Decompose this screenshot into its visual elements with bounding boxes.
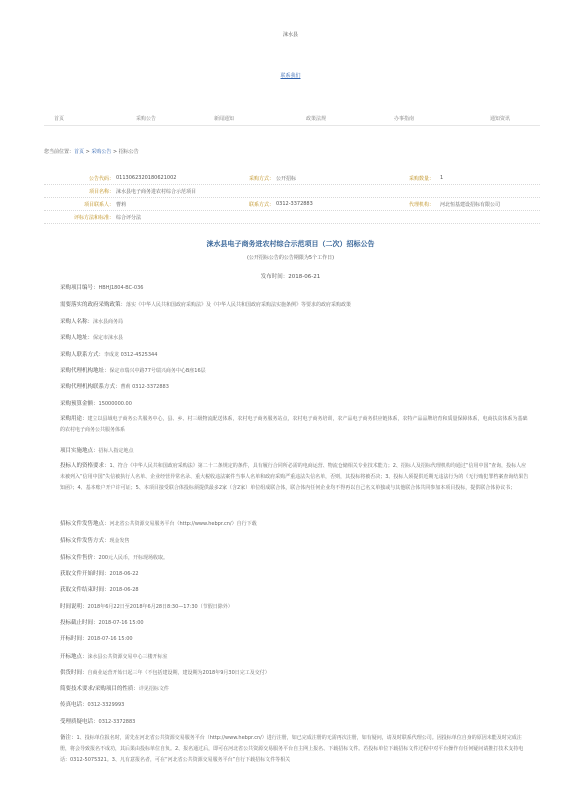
- field-label: 开标地点：: [60, 654, 88, 660]
- field-row: [60, 539, 530, 545]
- project-name: 涞水县电子商务进农村综合示范项目: [116, 189, 197, 195]
- field-row: [60, 556, 530, 562]
- breadcrumb-prefix: 您当前位置：: [44, 149, 75, 155]
- purpose-paragraph: [60, 414, 530, 436]
- field-label: 采购预算金额：: [60, 401, 99, 407]
- contact-label: 项目联系人：: [83, 202, 114, 208]
- nav-item-guide[interactable]: 办事指南: [394, 116, 415, 122]
- field-row: [60, 336, 530, 342]
- field-label: 简要技术要求/采购项目的性质：: [60, 686, 139, 692]
- field-label: 投标截止时间：: [60, 620, 99, 626]
- field-label: 采购人名称：: [60, 319, 94, 325]
- field-row: [60, 720, 530, 726]
- qty-label: 采购数量：: [408, 176, 434, 182]
- field-label: 供货时间：: [60, 670, 88, 676]
- field-label: 招标文件发售方式：: [60, 538, 110, 544]
- nav-item-policy[interactable]: 政策法规: [306, 116, 327, 122]
- notice-subtitle: (公开招标公告的公告期限为5个工作日): [246, 255, 335, 261]
- field-label: 采购项目编号：: [60, 285, 99, 291]
- field-value: 2018年6月22日至2018年6月28日8:30—17:30（节假日除外）: [87, 604, 233, 610]
- note-label: 备注：: [60, 735, 77, 741]
- field-label: 时间说明：: [60, 604, 88, 610]
- field-value: 涞水县商务局: [93, 319, 124, 325]
- breadcrumb-current: 招标公告: [118, 149, 139, 155]
- nav-item-procurement[interactable]: 采购公告: [136, 116, 157, 122]
- field-label: 采购代理机构联系方式：: [60, 384, 121, 390]
- qualification-label: 投标人的资格要求：: [60, 463, 110, 469]
- eval-label: 评标方法和标准：: [73, 215, 114, 221]
- breadcrumb-separator: >: [111, 149, 119, 155]
- field-value: 自商业运营开始日起三年（不包括建设期，建设期为2018年9月30日完工及交付）: [87, 670, 270, 676]
- field-value: 李成龙 0312-4525344: [104, 352, 158, 358]
- purpose-value: 建立以县域电子商务公共服务中心，县、乡、村三级物流配送体系，农村电子商务服务站点，农村电子商务培训，农产品电子商务供应链体系，农特产品品牌培育和质量保障体系，电商扶贫体系为基础的农村电子商务公共服务体系: [60, 416, 528, 433]
- notice-title: 涞水县电子商务进农村综合示范项目（二次）招标公告: [206, 240, 375, 248]
- eval-method: 综合评分法: [116, 215, 142, 221]
- field-value: 保定市涞水县: [93, 335, 124, 341]
- site-name: 涞水县: [282, 32, 298, 38]
- field-row: [60, 369, 530, 375]
- field-row: [60, 588, 530, 594]
- nav-item-info[interactable]: 通知资讯: [490, 116, 511, 122]
- field-row: [60, 671, 530, 677]
- field-row: [60, 402, 530, 408]
- field-row: [60, 605, 530, 611]
- qualification-paragraph: [60, 461, 530, 494]
- breadcrumb-section[interactable]: 采购公告: [91, 149, 112, 155]
- breadcrumb-separator: >: [84, 149, 92, 155]
- field-value: 2018-07-16 15:00: [98, 620, 144, 626]
- field-row: [60, 687, 530, 693]
- breadcrumb: [44, 148, 139, 155]
- field-label: 受理质疑电话：: [60, 719, 99, 725]
- nav-item-news[interactable]: 新闻通知: [214, 116, 235, 122]
- field-row: [60, 385, 530, 391]
- qty: 1: [440, 175, 444, 181]
- field-value: 2018-07-16 15:00: [87, 636, 133, 642]
- field-label: 传真电话：: [60, 702, 88, 708]
- field-label: 招标文件售价：: [60, 555, 99, 561]
- field-row: [60, 320, 530, 326]
- contact-link[interactable]: 联系我们: [280, 73, 301, 79]
- notice-code-label: 公告代码：: [88, 176, 114, 182]
- field-label: 获取文件结束时间：: [60, 587, 110, 593]
- field-value: 200元人民币，开标现场收取。: [98, 555, 169, 561]
- field-row: [60, 353, 530, 359]
- method-label: 采购方式：: [248, 176, 274, 182]
- field-value: 现金发售: [109, 538, 130, 544]
- qualification-value: 1、符合《中华人民共和国政府采购法》第二十二条规定的条件，具有履行合同所必需的电商运营、物流仓储相关专业技术能力；2、招标人及招标代理机构均通过“信用中国”查询，投标人应未被列入“信用中国”失信被执行人名单、企业经营异常名录、重大税收违法案件当事人名单和政府采购严重违法失信名单，否则，其投标将被否决；3、投标人须提供近期无违法行为的《无行贿犯罪档案查询结果告知函》；4、基本账户开户许可证；5、本项目接受联合体投标须提供最多2家（含2家）单位组成联合体，联合体内任何企业均不得再以自己名义单独或与其他联合体共同参加本项目投标，提供联合体协议书；: [60, 463, 529, 491]
- field-row: [60, 286, 530, 292]
- method: 公开招标: [276, 176, 297, 182]
- main-nav: [44, 113, 540, 126]
- project-label: 项目名称：: [88, 189, 114, 195]
- phone-label: 联系方式：: [248, 202, 274, 208]
- field-label: 获取文件开始时间：: [60, 571, 110, 577]
- field-value: 0312-3372883: [98, 719, 136, 725]
- publish-date: 发布时间：2018-06-21: [260, 274, 321, 280]
- field-label: 需要落实的政府采购政策：: [60, 302, 127, 308]
- field-label: 采购人地址：: [60, 335, 94, 341]
- field-label: 项目实施地点：: [60, 448, 99, 454]
- note-value: 1、投标单位报名时，需先在河北省公共资源交易服务平台（http://www.hebpr.cn/）进行注册，如已完成注册的无需再次注册，如有疑问，请及时联系代理公司。因投标单位自身的原因未能及时完成注册，将会导致报名不成功，其后果由投标单位自负。2、报名通过后，即可在河北省公共资源交易服务平台自主网上报名、下载招标文件。若投标单位下载招标文件过程中对平台操作有任何疑问请推打技术支持电话：0312-5075321。3、凡有意报名者，可在“河北省公共资源交易服务平台”自行下载招标文件等相关: [60, 735, 524, 763]
- phone: 0312-3372883: [276, 201, 313, 207]
- field-value: 15000000.00: [98, 401, 132, 407]
- project-info-table: [44, 172, 540, 224]
- field-value: 涞水县公共资源交易中心三楼开标室: [87, 654, 168, 660]
- field-row: [60, 303, 530, 309]
- contact: 曹莉: [116, 202, 127, 208]
- field-row: [60, 522, 530, 528]
- field-value: 2018-06-28: [109, 587, 139, 593]
- field-value: HBHJ1804-BC-036: [98, 285, 144, 291]
- field-value: 曹莉 0312-3372883: [120, 384, 169, 390]
- field-value: 招标人指定地点: [98, 448, 134, 454]
- agent: 河北恒基建设招标有限公司: [440, 202, 501, 208]
- nav-item-home[interactable]: 首页: [54, 116, 65, 122]
- notice-code: 011306232018062​1002: [116, 175, 177, 181]
- field-value: 2018-06-22: [109, 571, 139, 577]
- field-label: 采购人联系方式：: [60, 352, 105, 358]
- field-row: [60, 637, 530, 643]
- field-value: 0312-3329993: [87, 702, 125, 708]
- breadcrumb-home[interactable]: 首页: [74, 149, 85, 155]
- field-row: [60, 449, 530, 455]
- field-value: 落实《中华人民共和国政府采购法》及《中华人民共和国政府采购法实施条例》等要求的政府采购政策: [126, 302, 352, 308]
- field-value: 保定市瑞兴中路77号瑞兴商务中心B座16层: [109, 368, 206, 374]
- agent-label: 代理机构：: [408, 202, 434, 208]
- field-value: 河北省公共资源交易服务平台（http://www.hebpr.cn/）自行下载: [109, 521, 257, 527]
- purpose-label: 采购用途：: [60, 416, 88, 422]
- field-label: 招标文件发售地点：: [60, 521, 110, 527]
- field-row: [60, 621, 530, 627]
- field-value: 详见招标文件: [138, 686, 169, 692]
- note-paragraph: [60, 733, 530, 766]
- field-label: 开标时间：: [60, 636, 88, 642]
- field-row: [60, 655, 530, 661]
- field-row: [60, 572, 530, 578]
- field-label: 采购代理机构地址：: [60, 368, 110, 374]
- field-row: [60, 703, 530, 709]
